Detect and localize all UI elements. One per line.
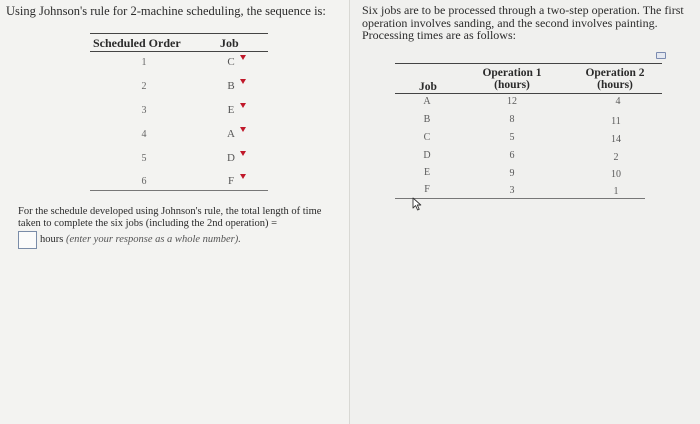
op1-cell: 3 <box>509 185 515 196</box>
table-header-rule <box>90 51 268 52</box>
dropdown-marker-icon[interactable] <box>240 127 246 132</box>
sequence-intro: Using Johnson's rule for 2-machine scheduling, the sequence is: <box>6 4 326 18</box>
answer-hint: (enter your response as a whole number). <box>65 234 241 245</box>
job-cell: C <box>423 132 431 143</box>
header-scheduled-order: Scheduled Order <box>93 36 181 50</box>
job-cell: A <box>423 96 431 107</box>
order-cell: 4 <box>141 129 147 140</box>
op1-cell: 5 <box>509 132 515 143</box>
table-header-rule <box>395 93 662 94</box>
table-top-rule <box>90 33 268 34</box>
table-bottom-rule <box>90 190 268 191</box>
job-select[interactable]: C <box>227 56 235 68</box>
op1-cell: 9 <box>509 168 515 179</box>
mouse-pointer-icon <box>412 197 422 216</box>
header-op1-title: Operation 1 <box>482 67 542 79</box>
order-cell: 1 <box>141 57 147 68</box>
op1-cell: 8 <box>509 114 515 125</box>
header-operation-1 <box>472 67 552 91</box>
order-cell: 6 <box>141 176 147 187</box>
op2-cell: 11 <box>611 116 621 127</box>
order-cell: 5 <box>141 153 147 164</box>
dropdown-marker-icon[interactable] <box>240 55 246 60</box>
answer-input[interactable] <box>18 231 37 249</box>
header-op1-unit: (hours) <box>494 79 530 91</box>
job-select[interactable]: E <box>227 104 235 116</box>
header-op2-title: Operation 2 <box>585 67 645 79</box>
dropdown-marker-icon[interactable] <box>240 151 246 156</box>
job-select[interactable]: A <box>227 128 235 140</box>
job-cell: D <box>423 150 431 161</box>
op2-cell: 1 <box>613 186 619 197</box>
order-cell: 2 <box>141 81 147 92</box>
job-cell: B <box>423 114 431 125</box>
header-operation-2 <box>570 67 660 91</box>
problem-statement: Six jobs are to be processed through a two-step operation. The first operation involves sanding, and the second involves painting. Processing times are as follows: <box>362 3 684 42</box>
table-top-rule <box>395 63 662 64</box>
dropdown-marker-icon[interactable] <box>240 79 246 84</box>
op1-cell: 6 <box>509 150 515 161</box>
op2-cell: 4 <box>615 96 621 107</box>
order-cell: 3 <box>141 105 147 116</box>
job-select[interactable]: F <box>227 175 235 187</box>
question-text: For the schedule developed using Johnson's rule, the total length of time taken to complete the six jobs (including the 2nd operation) = <box>18 206 322 229</box>
op2-cell: 14 <box>611 134 621 145</box>
header-op2-unit: (hours) <box>597 79 633 91</box>
job-select[interactable]: B <box>227 80 235 92</box>
header-job: Job <box>220 36 239 50</box>
op2-cell: 2 <box>613 152 619 163</box>
job-cell: E <box>423 167 431 178</box>
collapse-icon[interactable] <box>656 52 666 59</box>
op2-cell: 10 <box>611 169 621 180</box>
answer-unit: hours <box>40 234 64 245</box>
job-cell: F <box>424 184 430 195</box>
answer-label <box>40 234 241 245</box>
table-bottom-rule <box>395 198 645 199</box>
header-job: Job <box>419 81 437 93</box>
job-select[interactable]: D <box>227 152 235 164</box>
dropdown-marker-icon[interactable] <box>240 174 246 179</box>
dropdown-marker-icon[interactable] <box>240 103 246 108</box>
op1-cell: 12 <box>507 96 517 107</box>
